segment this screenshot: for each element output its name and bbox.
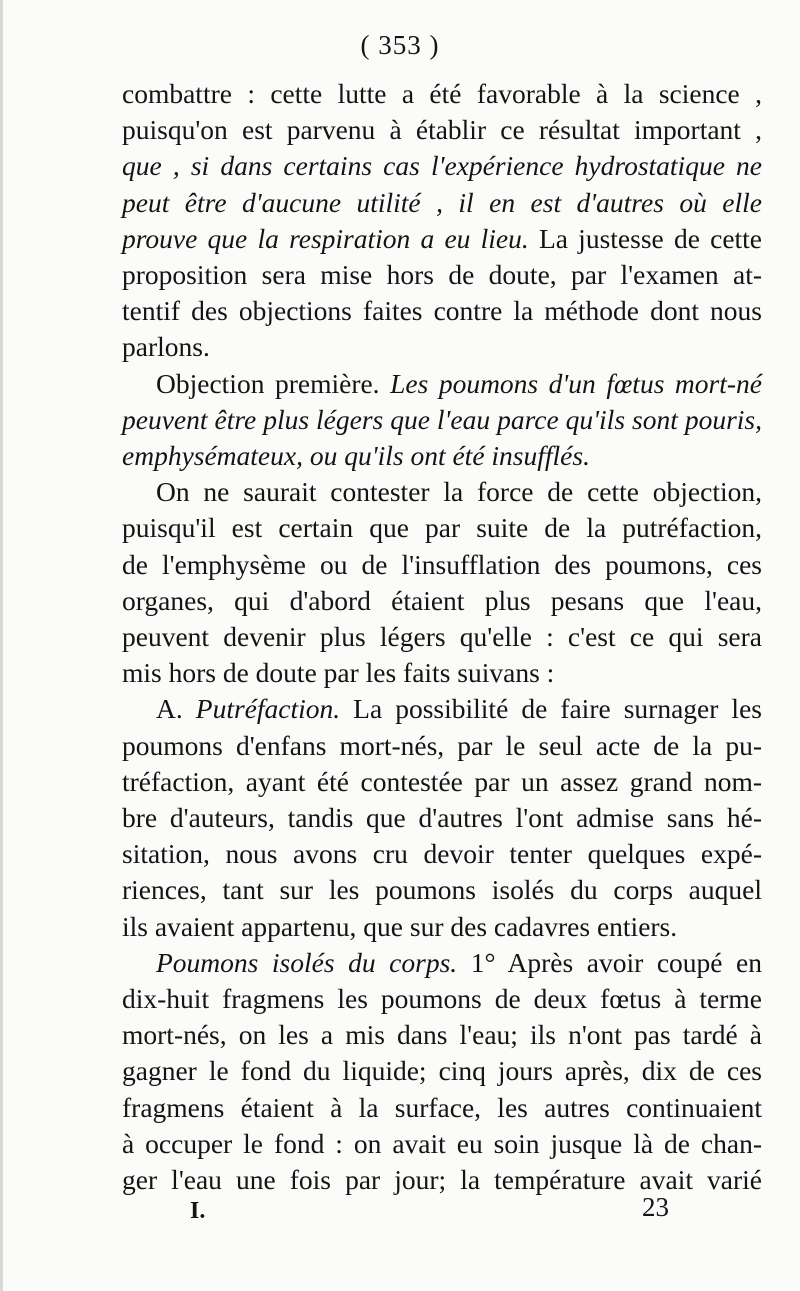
text-line — [122, 185, 762, 221]
italic-text: peut être d'aucune utilité , il en est d'autres où elle — [122, 186, 762, 218]
text-line — [122, 728, 762, 764]
text-run: sitation, nous avons cru devoir tenter quelques expé- — [122, 838, 762, 870]
text-run: riences, tant sur les poumons isolés du corps auquel — [122, 874, 762, 906]
text-line — [122, 872, 762, 908]
text-run: proposition sera mise hors de doute, par l'examen at- — [122, 259, 762, 291]
text-run: combattre : cette lutte a été favorable à la science , — [122, 78, 762, 109]
text-run: peuvent devenir plus légers qu'elle : c'est ce qui sera — [122, 621, 762, 653]
paragraph — [122, 366, 762, 475]
text-line — [122, 257, 762, 293]
text-run: mis hors de doute par les faits suivans : — [122, 657, 555, 689]
text-line — [122, 547, 762, 583]
paragraph — [122, 474, 762, 691]
page-edge — [0, 0, 3, 1291]
text-run: tentif des objections faites contre la méthode dont nous — [122, 295, 762, 327]
text-line — [122, 945, 762, 981]
text-line — [122, 981, 762, 1017]
text-line — [122, 909, 762, 945]
text-line — [122, 402, 762, 438]
body-text — [122, 76, 762, 1198]
text-run: gagner le fond du liquide; cinq jours après, dix de ces — [122, 1055, 762, 1087]
text-run: ils avaient appartenu, que sur des cadavres entiers. — [122, 910, 678, 942]
text-run: bre d'auteurs, tandis que d'autres l'ont admise sans hé- — [122, 802, 762, 834]
text-run: La possibilité de faire surnager les — [340, 693, 762, 725]
text-run: A. — [156, 693, 196, 725]
italic-text: que , si dans certains cas l'expérience hydrostatique ne — [122, 150, 762, 182]
text-line — [122, 836, 762, 872]
text-run: puisqu'il est certain que par suite de la putréfaction, — [122, 512, 762, 544]
text-run: tréfaction, ayant été contestée par un assez grand nom- — [122, 765, 762, 797]
text-run: ger l'eau une fois par jour; la température avait varié — [122, 1164, 762, 1196]
text-line — [122, 474, 762, 510]
text-run: On ne saurait contester la force de cette objection, — [156, 476, 762, 508]
text-line — [122, 764, 762, 800]
text-line — [122, 293, 762, 329]
text-run: 1° Après avoir coupé en — [457, 946, 762, 978]
text-line — [122, 1017, 762, 1053]
text-line — [122, 329, 762, 365]
text-line — [122, 148, 762, 184]
text-run: de l'emphysème ou de l'insufflation des poumons, ces — [122, 548, 762, 580]
text-run: parlons. — [122, 331, 210, 363]
italic-text: emphysémateux, ou qu'ils ont été insufflés. — [122, 440, 590, 472]
paragraph — [122, 691, 762, 944]
text-run: fragmens étaient à la surface, les autres continuaient — [122, 1091, 762, 1123]
paragraph — [122, 76, 762, 366]
text-run: dix-huit fragmens les poumons de deux fœtus à terme — [122, 983, 762, 1015]
text-line — [122, 800, 762, 836]
signature-mark: I. — [190, 1198, 206, 1224]
text-line — [122, 1126, 762, 1162]
text-line — [122, 76, 762, 112]
text-line — [122, 366, 762, 402]
text-run: mort-nés, on les a mis dans l'eau; ils n'ont pas tardé à — [122, 1019, 762, 1051]
text-line — [122, 1053, 762, 1089]
italic-text: Les poumons d'un fœtus mort-né — [390, 367, 762, 399]
text-run: organes, qui d'abord étaient plus pesans que l'eau, — [122, 584, 762, 616]
text-line — [122, 655, 762, 691]
text-line — [122, 510, 762, 546]
text-run: poumons d'enfans mort-nés, par le seul acte de la pu- — [122, 729, 762, 761]
text-line — [122, 112, 762, 148]
text-run: Objection première. — [156, 367, 391, 399]
italic-text: Putréfaction. — [195, 693, 341, 725]
text-line — [122, 1090, 762, 1126]
italic-text: peuvent être plus légers que l'eau parce qu'ils sont pouris, — [122, 403, 762, 435]
text-line — [122, 438, 762, 474]
text-line — [122, 619, 762, 655]
italic-text: Poumons isolés du corps. — [156, 946, 458, 978]
text-run: La justesse de cette — [528, 222, 763, 254]
sheet-number: 23 — [642, 1192, 669, 1222]
italic-text: prouve que la respiration a eu lieu. — [122, 222, 529, 254]
text-line — [122, 221, 762, 257]
text-line — [122, 691, 762, 727]
paragraph — [122, 945, 762, 1198]
text-run: à occuper le fond : on avait eu soin jusque là de chan- — [122, 1127, 762, 1159]
text-run: puisqu'on est parvenu à établir ce résultat important , — [122, 114, 762, 146]
page-number: ( 353 ) — [360, 30, 440, 60]
text-line — [122, 583, 762, 619]
